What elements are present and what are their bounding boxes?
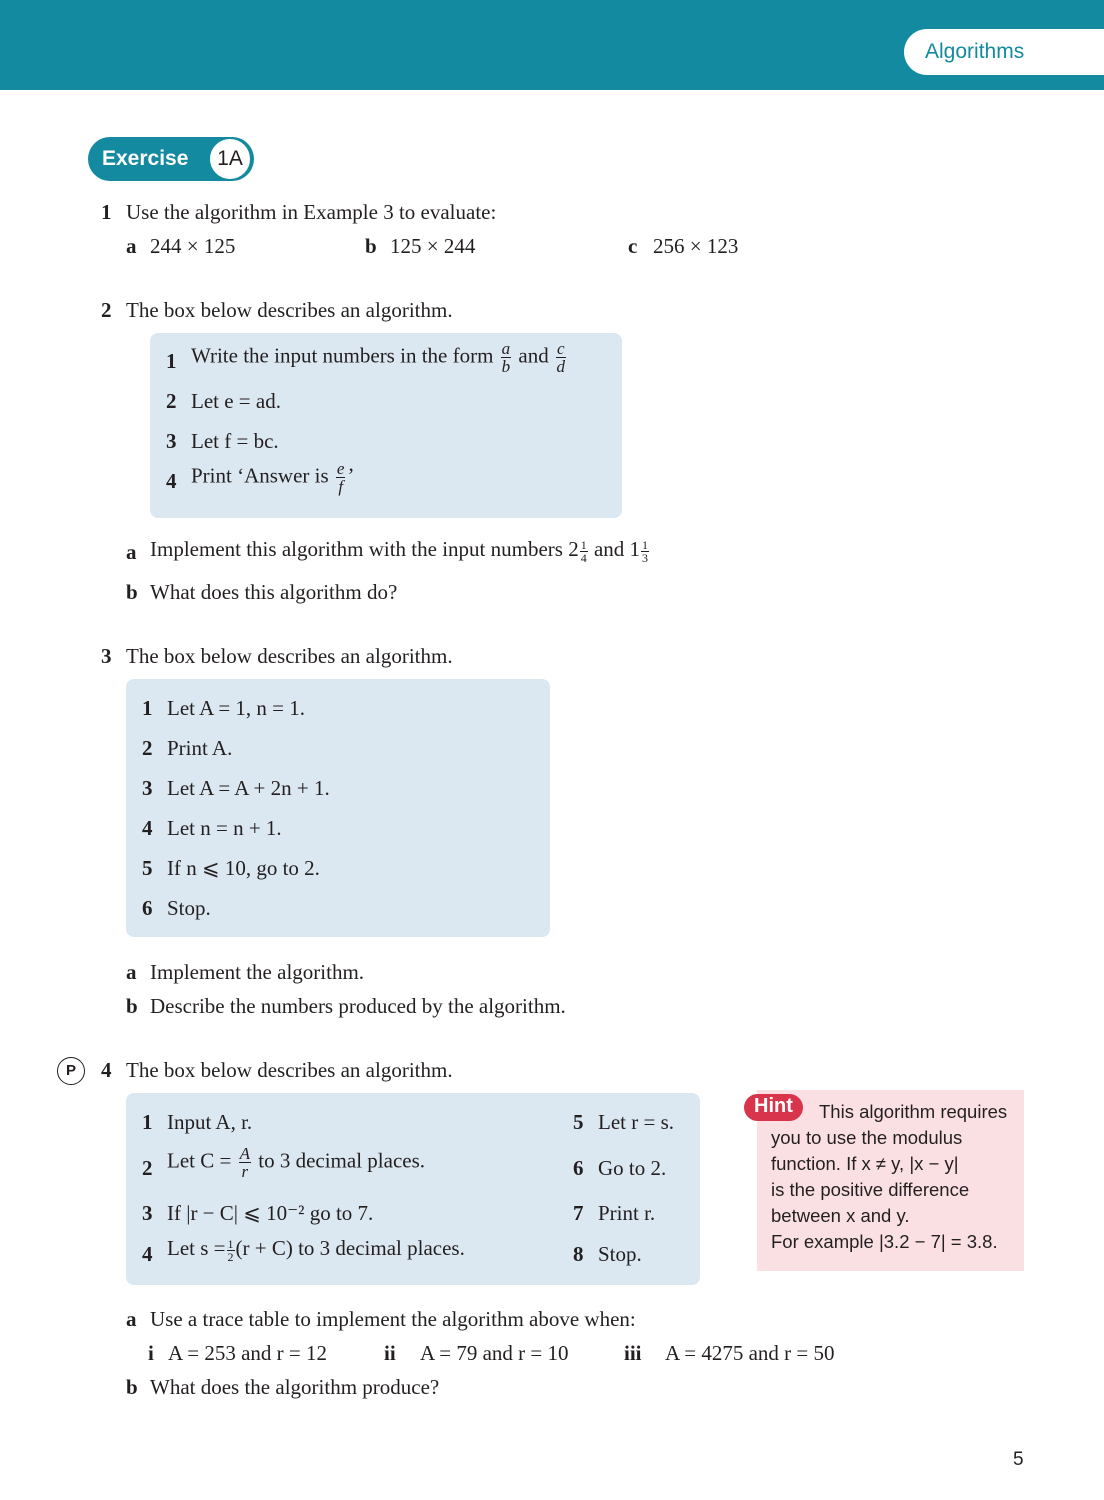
q1-part-c: 256 × 123 xyxy=(653,234,739,258)
q4-sub-iii-label: iii xyxy=(624,1341,642,1365)
q1-part-c-label: c xyxy=(628,234,638,258)
q4-sub-ii: A = 79 and r = 10 xyxy=(420,1341,569,1365)
q4-part-a-label: a xyxy=(126,1307,137,1331)
q2-step-2: Let e = ad. xyxy=(191,389,281,413)
q4-step-2-text: Let C = xyxy=(167,1148,232,1173)
q4-step-number: 4 xyxy=(142,1242,153,1266)
q3-step-5: If n ⩽ 10, go to 2. xyxy=(167,856,320,880)
fraction-e-over-f: $\frac{e}{f}$ xyxy=(336,459,345,496)
q2-step-1-and: and xyxy=(518,343,549,368)
q3-step-number: 1 xyxy=(142,696,153,720)
q3-step-6: Stop. xyxy=(167,896,211,920)
q4-step-4-text: Let s = xyxy=(167,1236,226,1260)
q2-step-1-text: Write the input numbers in the form xyxy=(191,343,494,368)
q1-text: Use the algorithm in Example 3 to evaluate: xyxy=(126,200,497,224)
q3-step-number: 3 xyxy=(142,776,153,800)
q4-step-number: 7 xyxy=(573,1201,584,1225)
hint-line: For example |3.2 − 7| = 3.8. xyxy=(771,1231,998,1252)
q2-step-number: 3 xyxy=(166,429,177,453)
fraction-one-quarter: $\frac{1}{4}$ xyxy=(580,537,587,565)
q4-step-3: If |r − C| ⩽ 10⁻² go to 7. xyxy=(167,1201,374,1225)
q2-part-a-and: and 1 xyxy=(593,537,641,561)
exercise-label: Exercise xyxy=(102,147,189,170)
hint-line: is the positive difference xyxy=(771,1179,970,1200)
q3-part-a-label: a xyxy=(126,960,137,984)
q2-step-number: 2 xyxy=(166,389,177,413)
q2-step-4-close-quote: ’ xyxy=(347,463,355,488)
q4-step-number: 6 xyxy=(573,1156,584,1180)
hint-line: This algorithm requires xyxy=(819,1101,1008,1122)
q2-step-1 xyxy=(191,340,568,375)
q3-step-4: Let n = n + 1. xyxy=(167,816,282,840)
q4-step-number: 1 xyxy=(142,1110,153,1134)
q4-step-2-suffix: to 3 decimal places. xyxy=(258,1148,426,1173)
q2-step-number: 1 xyxy=(166,349,177,373)
q4-sub-i-label: i xyxy=(148,1341,154,1365)
fraction-c-over-d: $\frac{c}{d}$ xyxy=(556,339,566,376)
q1-number: 1 xyxy=(101,200,112,224)
q4-step-number: 5 xyxy=(573,1110,584,1134)
q3-number: 3 xyxy=(101,644,112,668)
q4-step-number: 2 xyxy=(142,1156,153,1180)
q4-sub-ii-label: ii xyxy=(384,1341,396,1365)
hint-label: Hint xyxy=(744,1094,803,1121)
exercise-heading xyxy=(88,137,254,181)
fraction-one-third: $\frac{1}{3}$ xyxy=(642,537,649,565)
q4-number: 4 xyxy=(101,1058,112,1082)
hint-line: between x and y. xyxy=(771,1205,910,1226)
q1-part-b: 125 × 244 xyxy=(390,234,476,258)
exercise-number: 1A xyxy=(208,137,252,181)
q3-step-number: 5 xyxy=(142,856,153,880)
q2-part-b-label: b xyxy=(126,580,138,604)
q3-text: The box below describes an algorithm. xyxy=(126,644,453,668)
q2-step-4 xyxy=(191,460,354,495)
q2-step-3: Let f = bc. xyxy=(191,429,279,453)
chapter-title: Algorithms xyxy=(904,29,1104,75)
hint-line: function. If x ≠ y, |x − y| xyxy=(771,1153,959,1174)
q3-step-number: 2 xyxy=(142,736,153,760)
q3-step-2: Print A. xyxy=(167,736,233,760)
q2-number: 2 xyxy=(101,298,112,322)
hint-line: you to use the modulus xyxy=(771,1127,963,1148)
q2-part-b: What does this algorithm do? xyxy=(150,580,398,604)
q3-step-3: Let A = A + 2n + 1. xyxy=(167,776,330,800)
q1-part-b-label: b xyxy=(365,234,377,258)
q4-step-5: Let r = s. xyxy=(598,1110,674,1134)
q4-sub-iii: A = 4275 and r = 50 xyxy=(665,1341,835,1365)
q4-step-2 xyxy=(167,1145,425,1180)
fraction-a-over-r: $\frac{A}{r}$ xyxy=(239,1144,250,1181)
q2-step-number: 4 xyxy=(166,469,177,493)
q4-step-1: Input A, r. xyxy=(167,1110,253,1134)
q2-step-4-text: Print ‘Answer is xyxy=(191,463,329,488)
q4-sub-i: A = 253 and r = 12 xyxy=(168,1341,328,1365)
q4-part-b: What does the algorithm produce? xyxy=(150,1375,440,1399)
fraction-one-half: $\frac{1}{2}$ xyxy=(227,1236,234,1264)
q3-part-a: Implement the algorithm. xyxy=(150,960,365,984)
q4-part-b-label: b xyxy=(126,1375,138,1399)
q2-part-a-label: a xyxy=(126,540,137,564)
q3-part-b: Describe the numbers produced by the algorithm. xyxy=(150,994,566,1018)
q4-step-6: Go to 2. xyxy=(598,1156,667,1180)
q1-part-a: 244 × 125 xyxy=(150,234,236,258)
q3-part-b-label: b xyxy=(126,994,138,1018)
fraction-a-over-b: $\frac{a}{b}$ xyxy=(501,339,511,376)
q2-part-a xyxy=(150,537,650,564)
q4-step-number: 8 xyxy=(573,1242,584,1266)
q1-part-a-label: a xyxy=(126,234,137,258)
q4-step-4-suffix: (r + C) to 3 decimal places. xyxy=(235,1236,465,1260)
q4-step-7: Print r. xyxy=(598,1201,656,1225)
q2-text: The box below describes an algorithm. xyxy=(126,298,453,322)
problem-solving-badge: P xyxy=(57,1057,85,1085)
q3-step-number: 6 xyxy=(142,896,153,920)
q3-step-number: 4 xyxy=(142,816,153,840)
q4-part-a: Use a trace table to implement the algorithm above when: xyxy=(150,1307,636,1331)
q3-step-1: Let A = 1, n = 1. xyxy=(167,696,306,720)
q2-part-a-text: Implement this algorithm with the input numbers 2 xyxy=(150,537,579,561)
q4-step-8: Stop. xyxy=(598,1242,642,1266)
page-number: 5 xyxy=(1013,1449,1024,1470)
q4-step-4 xyxy=(167,1236,465,1263)
q4-text: The box below describes an algorithm. xyxy=(126,1058,453,1082)
q4-step-number: 3 xyxy=(142,1201,153,1225)
